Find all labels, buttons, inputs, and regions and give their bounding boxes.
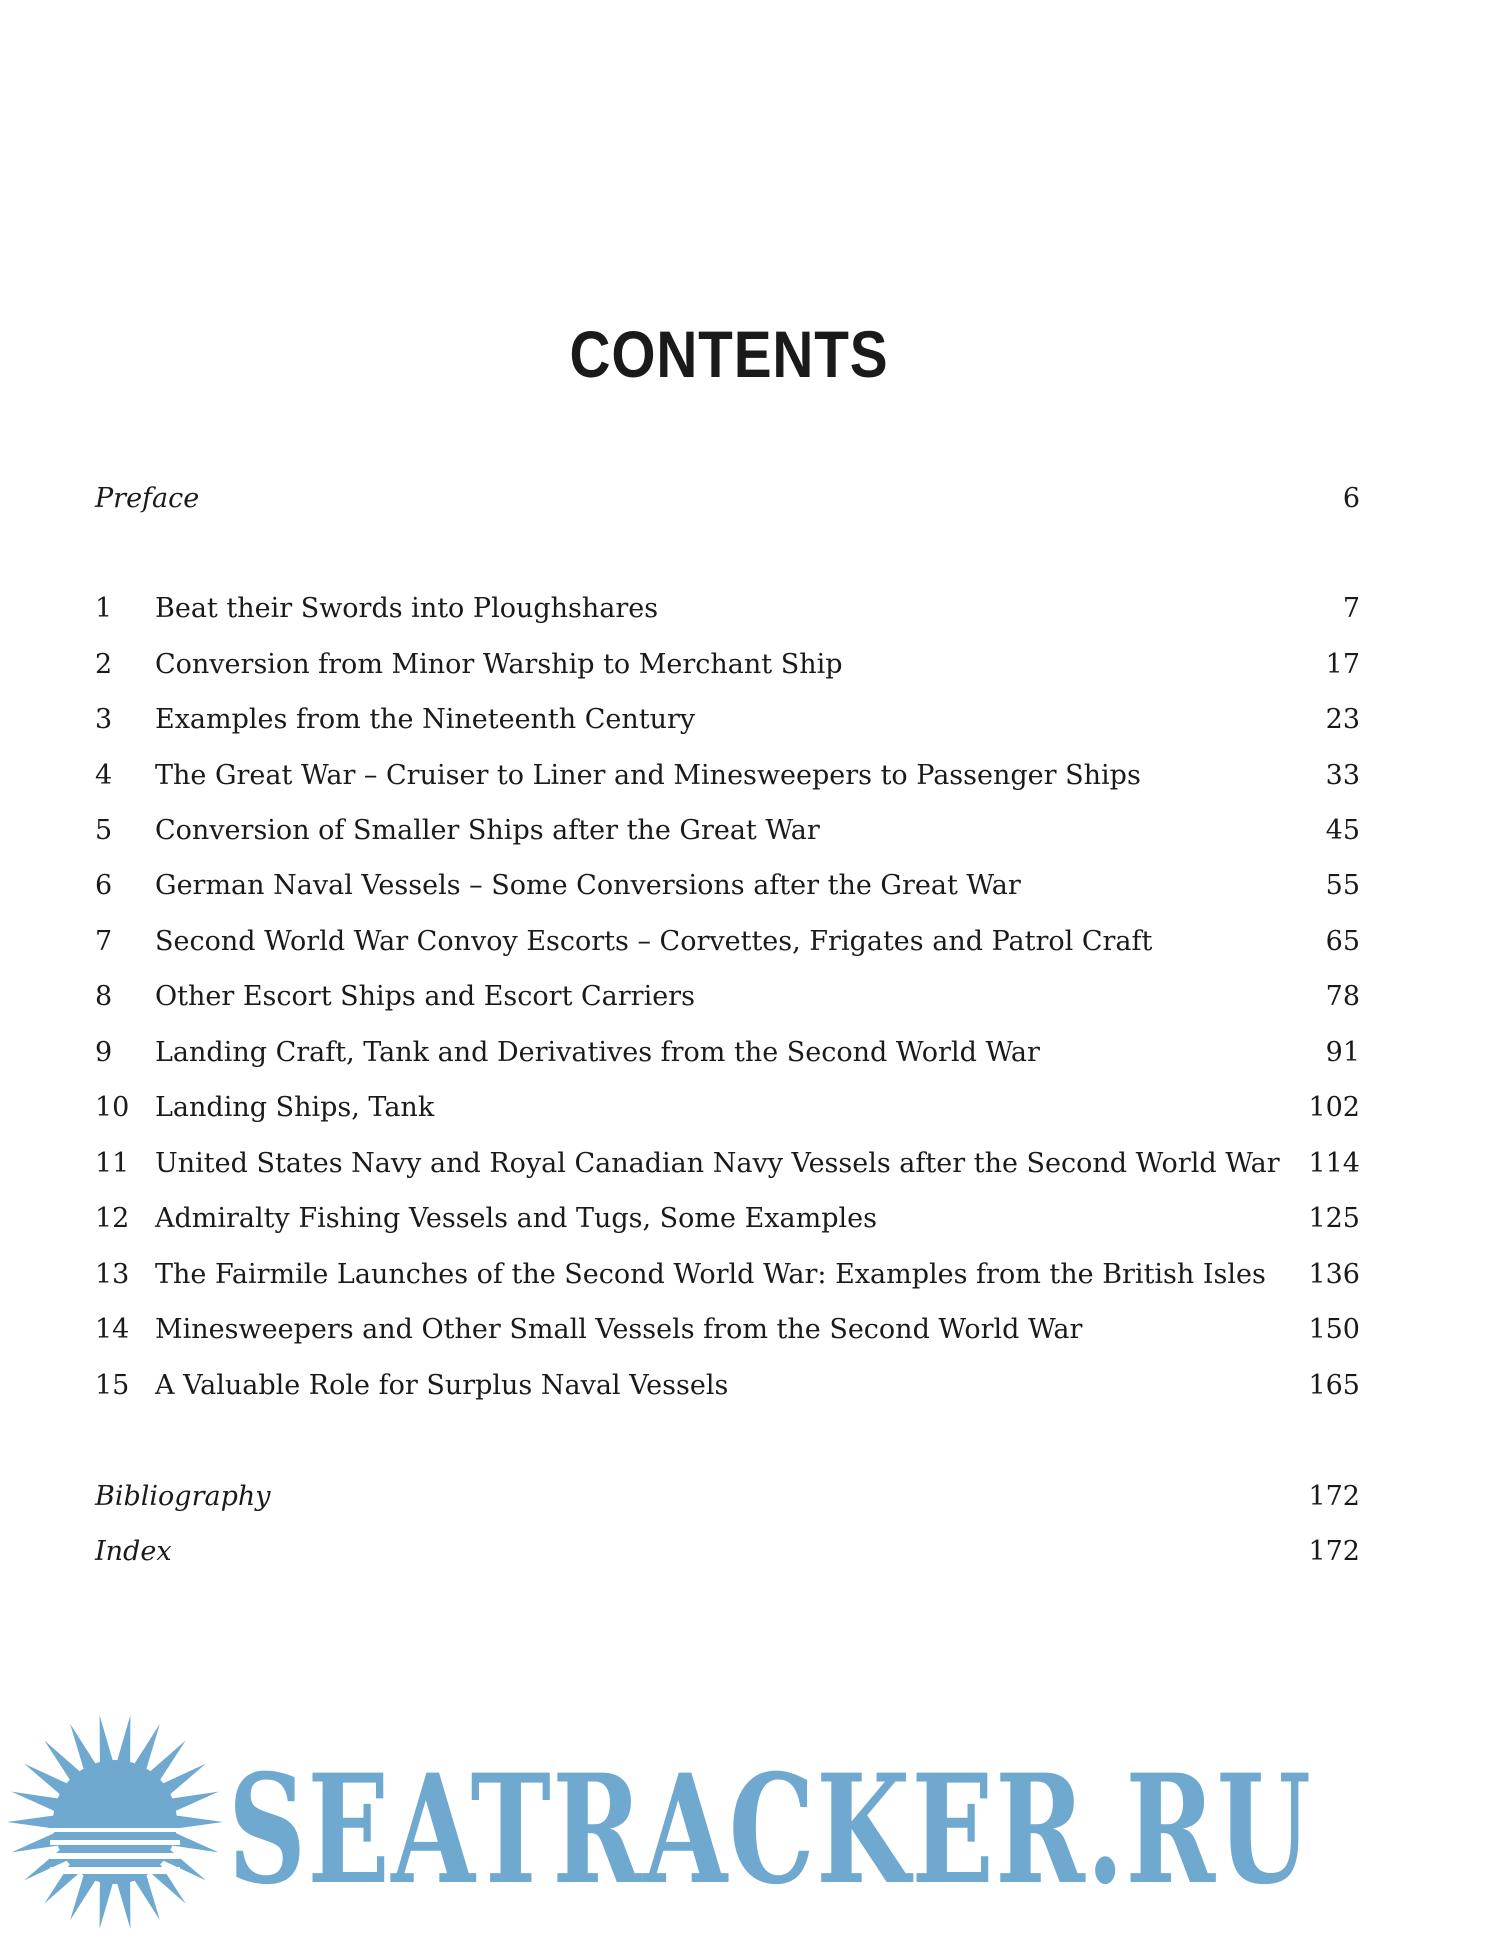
sun-ray [173, 1815, 223, 1829]
toc-entry-title: Beat their Swords into Ploughshares [155, 593, 659, 624]
toc-page-number: 6 [1342, 483, 1360, 514]
toc-page-number: 33 [1325, 760, 1360, 791]
toc-chapter-15 [95, 1366, 1360, 1406]
toc-entry-title: Admiralty Fishing Vessels and Tugs, Some Examples [155, 1203, 877, 1234]
sun-ray [100, 1878, 114, 1929]
toc-page-number: 23 [1325, 704, 1360, 735]
toc-page-number: 55 [1325, 870, 1360, 901]
toc-chapter-number: 10 [95, 1092, 130, 1123]
toc-chapter-2 [95, 645, 1360, 685]
toc-chapter-number: 15 [95, 1370, 130, 1401]
toc-chapter-11 [95, 1144, 1360, 1184]
toc-entry-title: Conversion of Smaller Ships after the Great War [155, 815, 820, 846]
watermark-text: SEATRACKER.RU [228, 1742, 1313, 1918]
toc-page-number: 136 [1308, 1259, 1360, 1290]
toc-chapter-number: 12 [95, 1203, 130, 1234]
toc-entry-title: Landing Craft, Tank and Derivatives from the Second World War [155, 1037, 1040, 1068]
toc-chapter-number: 3 [95, 704, 113, 735]
toc-entry-title: Bibliography [95, 1481, 271, 1512]
sun-ray [100, 1715, 114, 1766]
toc-chapter-12 [95, 1199, 1360, 1239]
toc-page-number: 7 [1342, 593, 1360, 624]
toc-entry-title: Second World War Convoy Escorts – Corvettes, Frigates and Patrol Craft [155, 926, 1153, 957]
toc-chapter-6 [95, 866, 1360, 906]
toc-back-bibliography [95, 1477, 1360, 1517]
toc-entry-title: Preface [95, 483, 200, 514]
sun-ray [7, 1815, 57, 1829]
toc-chapter-8 [95, 977, 1360, 1017]
toc-front-preface [95, 479, 1360, 519]
toc-chapter-3 [95, 700, 1360, 740]
sun-ray [11, 1792, 61, 1813]
toc-entry-title: A Valuable Role for Surplus Naval Vessels [155, 1370, 729, 1401]
toc-entry-title: German Naval Vessels – Some Conversions after the Great War [155, 870, 1021, 901]
toc-page-number: 114 [1308, 1148, 1360, 1179]
toc-chapter-7 [95, 922, 1360, 962]
toc-page-number: 78 [1325, 981, 1360, 1012]
toc-page-number: 172 [1308, 1481, 1360, 1512]
toc-page-number: 125 [1308, 1203, 1360, 1234]
sun-ray [168, 1792, 218, 1813]
toc-entry-title: Landing Ships, Tank [155, 1092, 435, 1123]
toc-chapter-number: 1 [95, 593, 113, 624]
toc-chapter-number: 7 [95, 926, 113, 957]
toc-page-number: 165 [1308, 1370, 1360, 1401]
sunburst-logo-icon [0, 1710, 230, 1938]
toc-entry-title: United States Navy and Royal Canadian Navy Vessels after the Second World War [155, 1148, 1280, 1179]
toc-entry-title: The Fairmile Launches of the Second World War: Examples from the British Isles [155, 1259, 1266, 1290]
toc-page-number: 150 [1308, 1314, 1360, 1345]
sun-ray [116, 1715, 130, 1766]
toc-page-number: 91 [1325, 1037, 1360, 1068]
toc-chapter-number: 6 [95, 870, 113, 901]
watermark [0, 1710, 1489, 1938]
toc-chapter-number: 8 [95, 981, 113, 1012]
toc-entry-title: Conversion from Minor Warship to Merchant Ship [155, 649, 843, 680]
toc-entry-title: Examples from the Nineteenth Century [155, 704, 696, 735]
toc-chapter-9 [95, 1033, 1360, 1073]
toc-entry-title: Other Escort Ships and Escort Carriers [155, 981, 695, 1012]
toc-entry-title: Index [95, 1536, 172, 1567]
toc-chapter-number: 4 [95, 760, 113, 791]
toc-page-number: 102 [1308, 1092, 1360, 1123]
page-title: CONTENTS [569, 317, 889, 391]
toc-chapter-14 [95, 1310, 1360, 1350]
toc-back-index [95, 1532, 1360, 1572]
toc-chapter-4 [95, 756, 1360, 796]
toc-chapter-number: 5 [95, 815, 113, 846]
toc-chapter-number: 11 [95, 1148, 130, 1179]
toc-page-number: 172 [1308, 1536, 1360, 1567]
toc-page-number: 17 [1325, 649, 1360, 680]
toc-chapter-number: 13 [95, 1259, 130, 1290]
toc-chapter-13 [95, 1255, 1360, 1295]
toc-chapter-10 [95, 1088, 1360, 1128]
toc-page-number: 65 [1325, 926, 1360, 957]
toc-page-number: 45 [1325, 815, 1360, 846]
toc-entry-title: Minesweepers and Other Small Vessels from the Second World War [155, 1314, 1083, 1345]
toc-chapter-1 [95, 589, 1360, 629]
toc-chapter-5 [95, 811, 1360, 851]
toc-chapter-number: 14 [95, 1314, 130, 1345]
toc-chapter-number: 9 [95, 1037, 113, 1068]
toc-entry-title: The Great War – Cruiser to Liner and Minesweepers to Passenger Ships [155, 760, 1141, 791]
sun-ray [116, 1878, 130, 1929]
toc-chapter-number: 2 [95, 649, 113, 680]
